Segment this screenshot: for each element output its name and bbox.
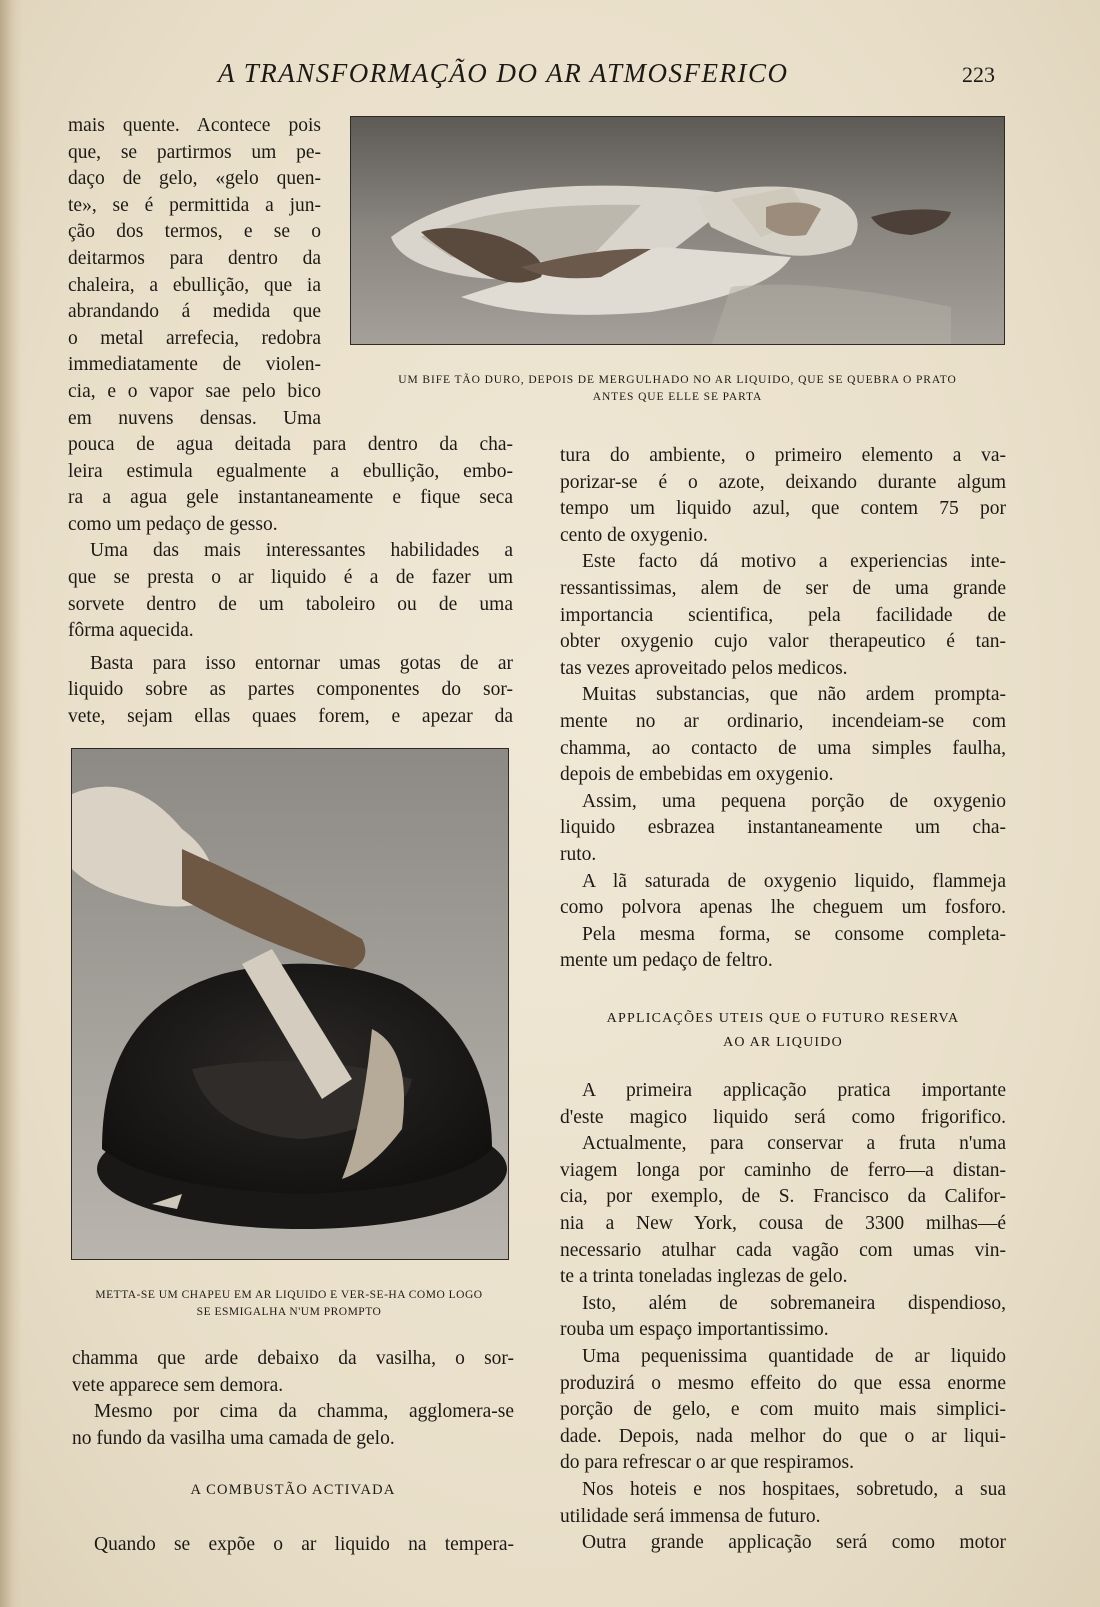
right-line: cento de oxygenio. <box>560 524 708 546</box>
right-line: A primeira applicação pratica importante <box>582 1080 1006 1101</box>
section-heading-applicacoes <box>560 1007 1006 1055</box>
narrow-line: em nuvens densas. Uma <box>68 407 321 429</box>
right-line: liquido esbrazea instantaneamente um cha- <box>560 817 1006 839</box>
left-line: pouca de agua deitada para dentro da cha- <box>68 434 513 455</box>
left-caption-line-2: SE ESMIGALHA N'UM PROMPTO <box>196 1306 382 1318</box>
right-line: necessario atulhar cada vagão com umas vin- <box>560 1239 1006 1261</box>
right-line: Muitas substancias, que não ardem prompta- <box>582 684 1006 706</box>
right-line: cia, por exemplo, de S. Francisco da Califor- <box>560 1186 1006 1208</box>
narrow-line: chaleira, a ebullição, que ia <box>68 274 321 296</box>
right-column-text-lower <box>560 1078 1006 1557</box>
right-line: d'este magico liquido será como frigorifico. <box>560 1106 1006 1128</box>
right-line: obter oxygenio cujo valor therapeutico é tan- <box>560 631 1006 653</box>
section-heading-combustao: A COMBUSTÃO ACTIVADA <box>190 1482 396 1498</box>
left-line: vete apparece sem demora. <box>72 1374 284 1396</box>
hat-mallet-photo <box>71 748 509 1260</box>
left-column-last-line <box>72 1532 514 1559</box>
hat-mallet-illustration <box>72 749 509 1260</box>
right-line: mente um pedaço de feltro. <box>560 950 773 972</box>
right-line: Isto, além de sobremaneira dispendioso, <box>582 1292 1006 1314</box>
narrow-line: abrandando á medida que <box>68 301 321 323</box>
right-line: A lã saturada de oxygenio liquido, flammeja <box>582 870 1006 892</box>
left-column-upper-text <box>68 432 513 731</box>
narrow-line: que, se partirmos um pe- <box>68 141 321 163</box>
narrow-line: cia, e o vapor sae pelo bico <box>68 380 321 402</box>
right-line: mente no ar ordinario, incendeiam-se com <box>560 710 1006 732</box>
right-line: tura do ambiente, o primeiro elemento a va- <box>560 445 1006 466</box>
right-line: produzirá o mesmo effeito do que essa enorme <box>560 1372 1006 1394</box>
right-line: Assim, uma pequena porção de oxygenio <box>582 790 1006 812</box>
left-line: fôrma aquecida. <box>68 620 194 642</box>
heading-line-1: APPLICAÇÕES UTEIS QUE O FUTURO RESERVA <box>606 1011 960 1026</box>
right-line: rouba um espaço importantissimo. <box>560 1319 829 1341</box>
heading-line-2: AO AR LIQUIDO <box>723 1035 843 1050</box>
broken-plate-photo <box>350 116 1005 345</box>
left-line: leira estimula egualmente a ebullição, embo- <box>68 460 513 482</box>
narrow-column-text <box>68 113 321 432</box>
left-line: no fundo da vasilha uma camada de gelo. <box>72 1427 395 1449</box>
right-line: nia a New York, cousa de 3300 milhas—é <box>560 1212 1006 1234</box>
left-caption-line-1: METTA-SE UM CHAPEU EM AR LIQUIDO E VER-SE-HA COMO LOGO <box>95 1289 483 1301</box>
right-line: dade. Depois, nada melhor do que o ar liqui- <box>560 1425 1006 1447</box>
left-line: Basta para isso entornar umas gotas de ar <box>90 652 513 674</box>
page-spine-shadow <box>0 0 22 1607</box>
right-line: Actualmente, para conservar a fruta n'uma <box>582 1133 1006 1155</box>
left-line: chamma que arde debaixo da vasilha, o sor- <box>72 1348 514 1369</box>
right-line: tas vezes aproveitado pelos medicos. <box>560 657 848 679</box>
right-line: ressantissimas, alem de ser de uma grande <box>560 577 1006 599</box>
right-line: Outra grande applicação será como motor <box>582 1532 1006 1554</box>
page-number: 223 <box>962 62 995 87</box>
left-line: Uma das mais interessantes habilidades a <box>90 540 513 562</box>
right-column-text-upper <box>560 443 1006 975</box>
right-line: chamma, ao contacto de uma simples faulha, <box>560 737 1006 759</box>
left-line: vete, sejam ellas quaes forem, e apezar da <box>68 705 513 727</box>
top-photo-caption <box>350 372 1005 406</box>
right-line: depois de embebidas em oxygenio. <box>560 764 834 786</box>
narrow-line: immediatamente de violen- <box>68 354 321 376</box>
right-line: Nos hoteis e nos hospitaes, sobretudo, a sua <box>582 1478 1006 1500</box>
top-caption-line-1: UM BIFE TÃO DURO, DEPOIS DE MERGULHADO NO AR LIQUIDO, QUE SE QUEBRA O PRATO <box>398 374 957 386</box>
right-line: Uma pequenissima quantidade de ar liquido <box>582 1345 1006 1367</box>
narrow-line: o metal arrefecia, redobra <box>68 327 321 349</box>
left-photo-caption <box>64 1287 514 1321</box>
right-line: porção de gelo, e com muito mais simplici- <box>560 1399 1006 1421</box>
narrow-line: te», se é permittida a jun- <box>68 194 321 216</box>
left-line: que se presta o ar liquido é a de fazer um <box>68 566 513 588</box>
right-line: importancia scientifica, pela facilidade de <box>560 604 1006 626</box>
narrow-line: deitarmos para dentro da <box>68 247 321 269</box>
left-line: como um pedaço de gesso. <box>68 513 278 535</box>
narrow-line: mais quente. Acontece pois <box>68 115 321 136</box>
right-line: ruto. <box>560 843 597 865</box>
right-line: Este facto dá motivo a experiencias inte- <box>582 551 1006 573</box>
left-line: Quando se expõe o ar liquido na tempera- <box>94 1534 514 1555</box>
right-line: viagem longa por caminho de ferro—a distan- <box>560 1159 1006 1181</box>
left-column-lower-text <box>72 1346 514 1452</box>
running-header-title: A TRANSFORMAÇÃO DO AR ATMOSFERICO <box>218 58 789 88</box>
left-line: sorvete dentro de um taboleiro ou de uma <box>68 593 513 615</box>
right-line: do para refrescar o ar que respiramos. <box>560 1452 854 1474</box>
right-line: te a trinta toneladas inglezas de gelo. <box>560 1266 848 1288</box>
right-line: porizar-se é o azote, deixando durante algum <box>560 471 1006 493</box>
left-line: Mesmo por cima da chamma, agglomera-se <box>94 1401 514 1423</box>
broken-plate-illustration <box>351 117 1005 345</box>
right-line: como polvora apenas lhe cheguem um fosforo. <box>560 897 1006 919</box>
right-line: tempo um liquido azul, que contem 75 por <box>560 498 1006 520</box>
narrow-line: ção dos termos, e se o <box>68 221 321 243</box>
left-line: ra a agua gele instantaneamente e fique seca <box>68 487 513 509</box>
right-line: utilidade será immensa de futuro. <box>560 1505 821 1527</box>
left-line: liquido sobre as partes componentes do sor- <box>68 679 513 701</box>
top-caption-line-2: ANTES QUE ELLE SE PARTA <box>592 391 763 403</box>
narrow-line: daço de gelo, «gelo quen- <box>68 168 321 190</box>
right-line: Pela mesma forma, se consome completa- <box>582 923 1006 945</box>
